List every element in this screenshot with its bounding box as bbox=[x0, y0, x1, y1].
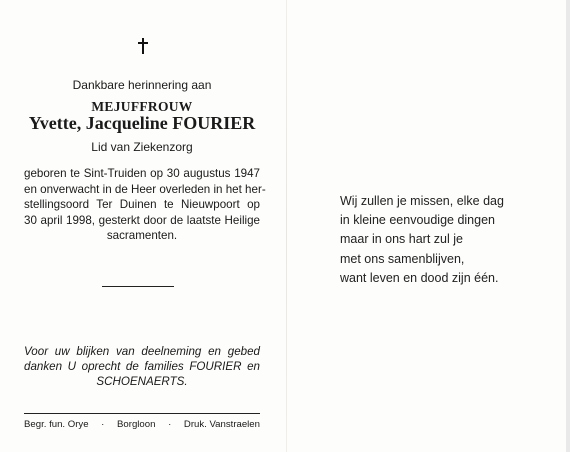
biography bbox=[24, 166, 266, 244]
thanks-line: Voor uw blijken van deelneming en gebed bbox=[24, 345, 260, 358]
role-text: Lid van Ziekenzorg bbox=[91, 140, 193, 154]
salutation: MEJUFFROUW bbox=[91, 99, 193, 114]
divider-short bbox=[102, 286, 174, 287]
thanks-note bbox=[24, 344, 260, 389]
footer-place: Borgloon bbox=[117, 419, 156, 430]
footer-separator: · bbox=[101, 419, 105, 430]
card-fold bbox=[286, 0, 287, 452]
thanks-line: SCHOENAERTS. bbox=[96, 375, 188, 388]
poem-line: maar in ons hart zul je bbox=[340, 232, 463, 247]
poem-line: Wij zullen je missen, elke dag bbox=[340, 194, 504, 208]
thanks-line: danken U oprecht de families FOURIER en bbox=[24, 360, 260, 373]
bio-line: stellingsoord Ter Duinen te Nieuwpoort op bbox=[24, 198, 260, 211]
bio-line: sacramenten. bbox=[106, 229, 178, 242]
left-panel bbox=[24, 0, 266, 452]
divider-long bbox=[24, 413, 260, 414]
poem-line: want leven en dood zijn één. bbox=[340, 270, 499, 285]
poem-line: in kleine eenvoudige dingen bbox=[340, 213, 495, 228]
bio-line: geboren te Sint-Truiden op 30 augustus 1947 bbox=[24, 167, 260, 180]
card-edge bbox=[566, 0, 570, 452]
footer bbox=[24, 419, 260, 430]
footer-separator: · bbox=[168, 419, 172, 430]
bio-line: en onverwacht in de Heer overleden in het her- bbox=[24, 182, 266, 196]
poem-line: met ons samenblijven, bbox=[340, 251, 465, 266]
footer-printer: Druk. Vanstraelen bbox=[183, 419, 260, 430]
bio-line: 30 april 1998, gesterkt door de laatste Heilige bbox=[24, 213, 260, 227]
deceased-name: Yvette, Jacqueline FOURIER bbox=[28, 113, 256, 133]
intro-text: Dankbare herinnering aan bbox=[72, 78, 212, 92]
cross-icon bbox=[138, 38, 148, 54]
footer-undertaker: Begr. fun. Orye bbox=[24, 419, 89, 430]
poem bbox=[340, 192, 540, 288]
